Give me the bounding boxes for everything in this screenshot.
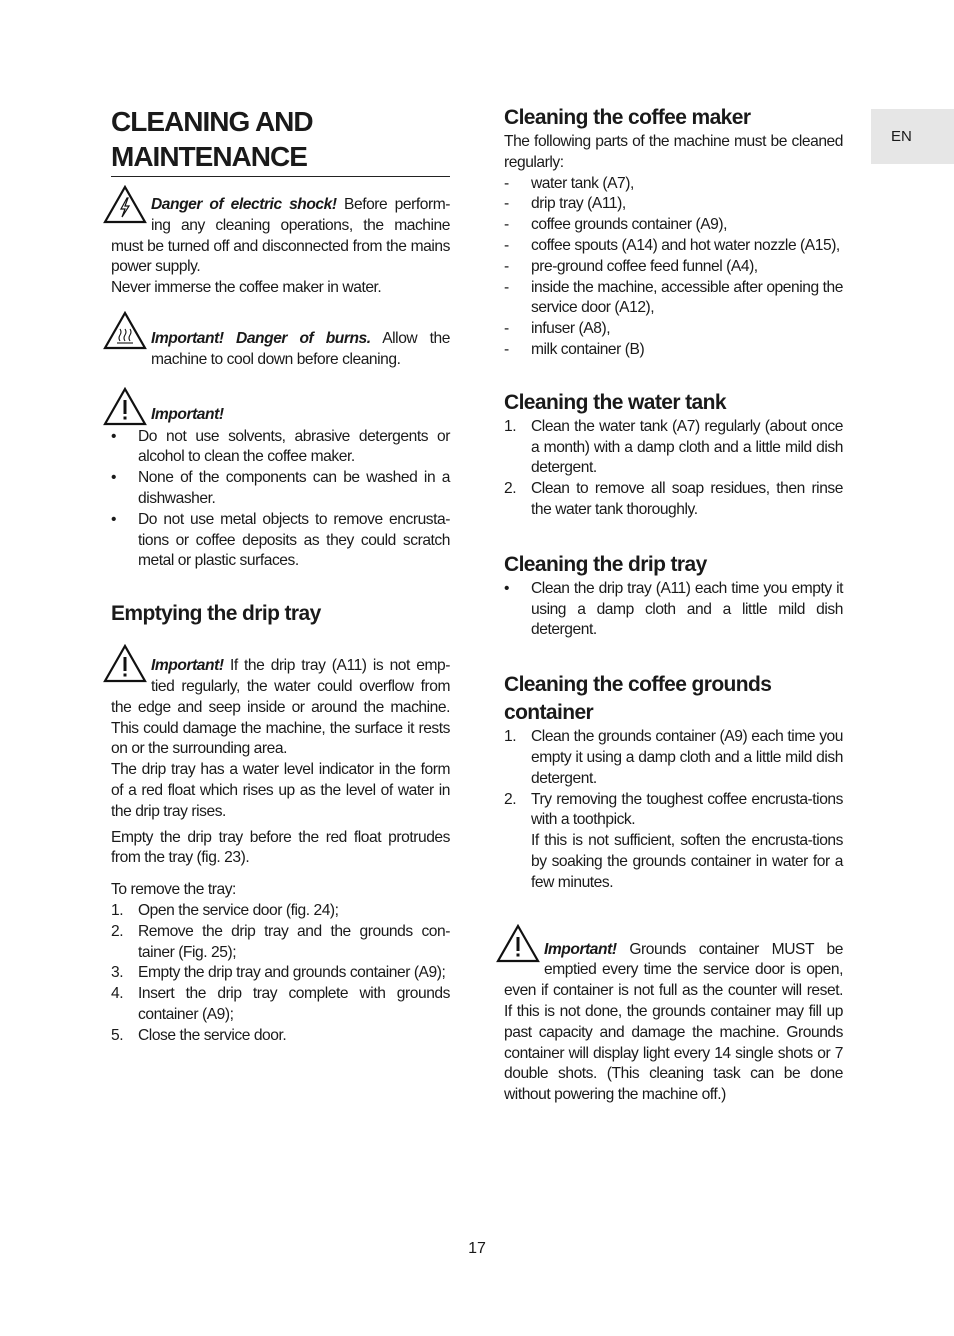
right-column — [504, 104, 843, 1106]
drip-warning-text2: The drip tray has a water level indicator in the form of a red float which rises up as the level of water in the drip tray rises. — [111, 761, 450, 820]
list-item: • Do not use solvents, abrasive detergents or alcohol to clean the coffee maker. — [111, 427, 450, 466]
hot-surface-warning-icon — [103, 311, 147, 351]
coffee-maker-list — [504, 174, 843, 361]
shock-label: Danger of electric shock! — [151, 196, 337, 213]
coffee-maker-heading: Cleaning the coffee maker — [504, 106, 751, 129]
language-tab: EN — [871, 109, 954, 164]
list-item: - milk container (B) — [504, 340, 645, 358]
important-label: Important! — [151, 405, 224, 423]
drip-tray-warning — [111, 646, 450, 822]
page-title — [111, 104, 450, 177]
exclamation-warning-icon — [103, 387, 147, 427]
list-item: 1. Open the service door (fig. 24); — [111, 901, 339, 919]
burn-label: Important! Danger of burns. — [151, 329, 371, 347]
shock-text: Before perform-ing any cleaning operations, the machine must be turned off and disconnected from the mains power supply. — [111, 196, 450, 276]
water-tank-steps — [504, 417, 843, 521]
drip-tray-clean-heading: Cleaning the drip tray — [504, 552, 707, 576]
left-column — [111, 104, 450, 1047]
page-number: 17 — [468, 1240, 486, 1257]
burn-warning — [111, 313, 450, 371]
list-item: - inside the machine, accessible after opening the service door (A12), — [504, 278, 843, 317]
list-item: 4. Insert the drip tray complete with grounds container (A9); — [111, 985, 450, 1023]
coffee-maker-intro: The following parts of the machine must be cleaned regularly: — [504, 133, 843, 171]
list-item: 3. Empty the drip tray and grounds container (A9); — [111, 964, 446, 982]
grounds-steps — [504, 727, 843, 893]
list-item: 1. Clean the grounds container (A9) each time you empty it using a damp cloth and a little mild dish detergent. — [504, 728, 843, 787]
list-item: 2. Clean to remove all soap residues, then rinse the water tank thoroughly. — [504, 480, 843, 518]
list-item: - pre-ground coffee feed funnel (A4), — [504, 257, 758, 275]
drip-warning-text: If the drip tray (A11) is not emp-tied regularly, the water could overflow from the edge and seep inside or around the machine. This could damage the machine, the surface it rests on or the surrounding area. — [111, 657, 450, 758]
grounds-heading: Cleaning the coffee grounds container — [504, 673, 772, 725]
important-block — [111, 389, 450, 573]
remove-steps — [111, 901, 450, 1047]
list-item: 1. Clean the water tank (A7) regularly (about once a month) with a damp cloth and a little mild dish detergent. — [504, 417, 843, 477]
list-item: • Clean the drip tray (A11) each time you empty it using a damp cloth and a little mild dish detergent. — [504, 579, 843, 639]
list-item: 2. Try removing the toughest coffee encrusta-tions with a toothpick. If this is not sufficient, soften the encrusta-tions by soaking the grounds container in water for a few minutes. — [504, 790, 843, 891]
title-line-2: MAINTENANCE — [111, 141, 307, 172]
exclamation-warning-icon — [496, 924, 540, 964]
electric-shock-warning — [111, 187, 450, 299]
grounds-step2-extra: If this is not sufficient, soften the encrusta-tions by soaking the grounds container in water for a few minutes. — [531, 832, 843, 891]
exclamation-warning-icon — [103, 644, 147, 684]
water-tank-heading: Cleaning the water tank — [504, 390, 726, 414]
grounds-warning-text: Grounds container MUST be emptied every time the service door is open, even if container is not full as the counter will reset. If this is not done, the grounds container may fill up past capacity and damage the machine. Grounds container will display light every 14 single shots or 7 double shots. (This cleaning task can be done without powering the machine off.) — [504, 940, 843, 1104]
list-item: • Do not use metal objects to remove encrusta-tions or coffee deposits as they could scratch metal or plastic surfaces. — [111, 510, 450, 570]
drip-warning-label: Important! — [151, 657, 224, 675]
drip-tray-para: Empty the drip tray before the red float protrudes from the tray (fig. 23). — [111, 828, 450, 867]
grounds-warning — [504, 926, 843, 1106]
title-line-1: CLEANING AND — [111, 106, 313, 137]
shock-extra: Never immerse the coffee maker in water. — [111, 279, 382, 297]
important-list — [111, 427, 450, 573]
electric-shock-warning-icon — [103, 185, 147, 225]
list-item: 5. Close the service door. — [111, 1026, 287, 1044]
drip-tray-heading: Emptying the drip tray — [111, 602, 321, 626]
burn-text: Allow the machine to cool down before cleaning. — [151, 329, 450, 368]
grounds-warning-label: Important! — [544, 940, 617, 958]
list-item: - drip tray (A11), — [504, 195, 626, 213]
list-item: - coffee grounds container (A9), — [504, 216, 727, 234]
list-item: - infuser (A8), — [504, 320, 611, 338]
list-item: - water tank (A7), — [504, 174, 634, 192]
list-item: • None of the components can be washed in a dishwasher. — [111, 469, 450, 507]
remove-intro: To remove the tray: — [111, 881, 236, 899]
list-item: 2. Remove the drip tray and the grounds con-tainer (Fig. 25); — [111, 922, 450, 961]
list-item: - coffee spouts (A14) and hot water nozzle (A15), — [504, 236, 840, 254]
drip-tray-clean-list — [504, 579, 843, 641]
